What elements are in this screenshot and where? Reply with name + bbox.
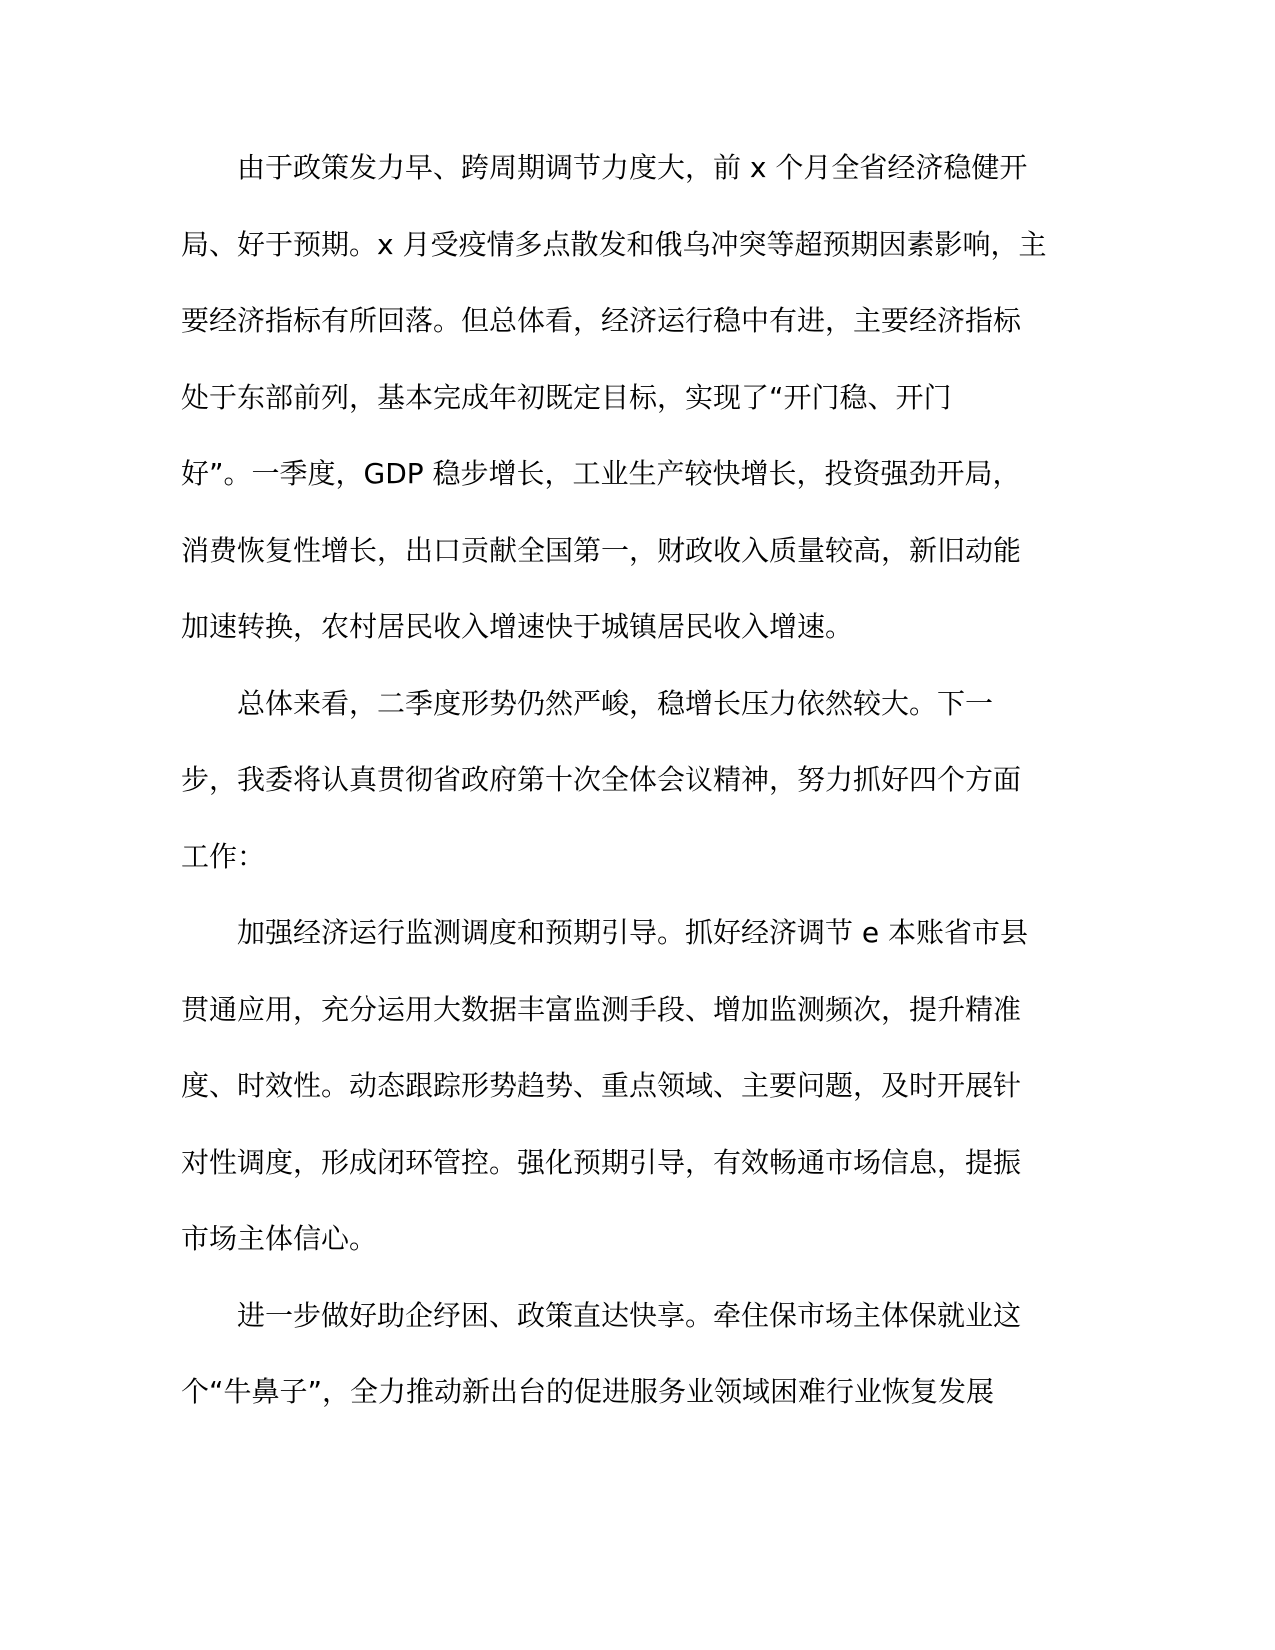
text-line: 贯通应用，充分运用大数据丰富监测手段、增加监测频次，提升精准	[181, 992, 1022, 1026]
text-line: 总体来看，二季度形势仍然严峻，稳增长压力依然较大。下一	[237, 686, 994, 720]
text-line: 加强经济运行监测调度和预期引导。抓好经济调节 e 本账省市县	[237, 916, 1029, 949]
text-line: 度、时效性。动态跟踪形势趋势、重点领域、主要问题，及时开展针	[181, 1069, 1022, 1102]
text-line: 进一步做好助企纾困、政策直达快享。牵住保市场主体保就业这	[237, 1298, 1022, 1332]
text-line: 消费恢复性增长，出口贡献全国第一，财政收入质量较高，新旧动能	[181, 533, 1022, 567]
text-line: 由于政策发力早、跨周期调节力度大，前 x 个月全省经济稳健开	[237, 151, 1028, 184]
document-body	[181, 130, 1071, 1431]
text-line: 要经济指标有所回落。但总体看，经济运行稳中有进，主要经济指标	[181, 304, 1022, 337]
text-line: 工作：	[181, 839, 266, 873]
paragraph-monitoring-and-guidance	[181, 895, 1071, 1278]
text-line: 好”。一季度，GDP 稳步增长，工业生产较快增长，投资强劲开局，	[181, 457, 1021, 490]
text-line: 对性调度，形成闭环管控。强化预期引导，有效畅通市场信息，提振	[181, 1145, 1022, 1179]
text-line: 处于东部前列，基本完成年初既定目标，实现了“开门稳、开门	[181, 380, 952, 414]
text-line: 市场主体信心。	[181, 1222, 378, 1255]
paragraph-economy-overview	[181, 130, 1071, 666]
paragraph-second-quarter-outlook	[181, 666, 1071, 896]
text-line: 个“牛鼻子”，全力推动新出台的促进服务业领域困难行业恢复发展	[181, 1375, 995, 1408]
text-line: 步，我委将认真贯彻省政府第十次全体会议精神，努力抓好四个方面	[181, 763, 1022, 796]
text-line: 加速转换，农村居民收入增速快于城镇居民收入增速。	[181, 610, 854, 643]
text-line: 局、好于预期。x 月受疫情多点散发和俄乌冲突等超预期因素影响，主	[181, 227, 1047, 261]
paragraph-enterprise-relief	[181, 1278, 1071, 1431]
